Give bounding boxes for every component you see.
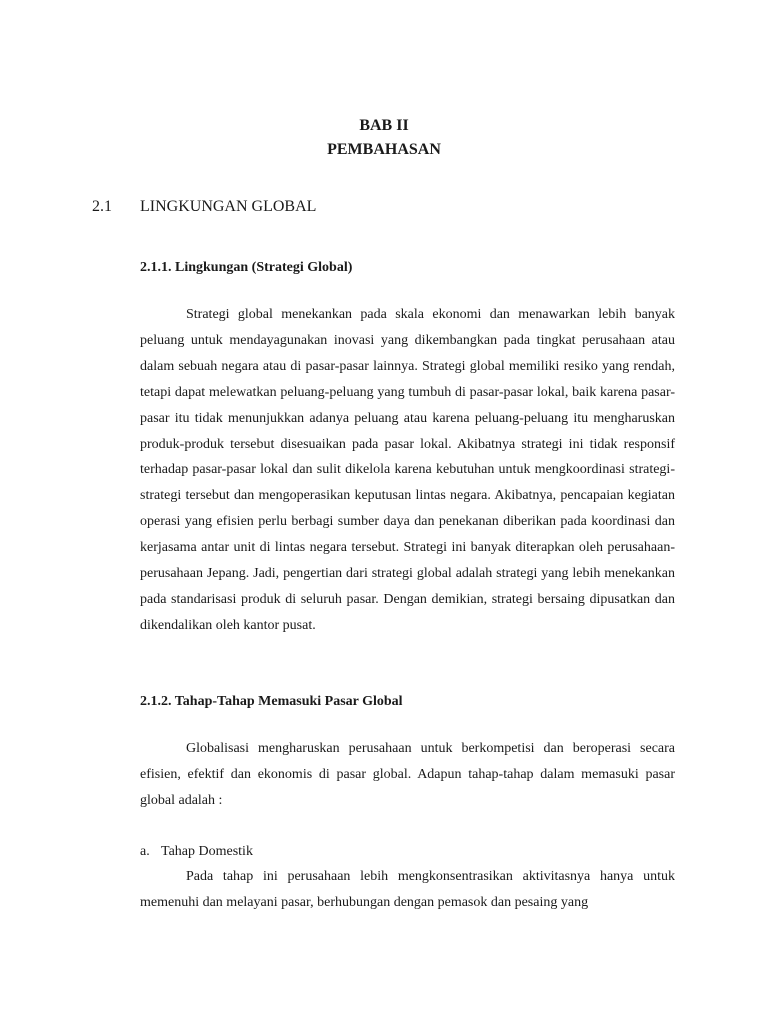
section-number: 2.1	[92, 198, 112, 215]
section-title: LINGKUNGAN GLOBAL	[140, 198, 317, 215]
paragraph-tahap-domestik: Pada tahap ini perusahaan lebih mengkonsentrasikan aktivitasnya hanya untuk memenuhi dan melayani pasar, berhubungan dengan pemasok dan pesaing yang	[140, 869, 675, 910]
list-item-tahap-domestik	[140, 840, 253, 864]
list-item-label: Tahap Domestik	[161, 844, 253, 859]
chapter-label: BAB II	[359, 117, 409, 134]
list-marker: a.	[140, 844, 150, 859]
paragraph-strategi-global: Strategi global menekankan pada skala ekonomi dan menawarkan lebih banyak peluang untuk mendayagunakan inovasi yang dikembangkan pada tingkat perusahaan atau dalam sebuah negara atau di pasar-pasar lainnya. Strategi global memiliki resiko yang rendah, tetapi dapat melewatkan peluang-peluang yang tumbuh di pasar-pasar lokal, baik karena pasar-pasar itu tidak menunjukkan adanya peluang atau karena peluang-peluang itu mengharuskan produk-produk tersebut disesuaikan pada pasar lokal. Akibatnya strategi ini tidak responsif terhadap pasar-pasar lokal dan sulit dikelola karena kebutuhan untuk mengkoordinasi strategi-strategi tersebut dan mengoperasikan keputusan lintas negara. Akibatnya, pencapaian kegiatan operasi yang efisien perlu berbagi sumber daya dan penekanan diberikan pada koordinasi dan kerjasama antar unit di lintas negara tersebut. Strategi ini banyak diterapkan oleh perusahaan-perusahaan Jepang. Jadi, pengertian dari strategi global adalah strategi yang lebih menekankan pada standarisasi produk di seluruh pasar. Dengan demikian, strategi bersaing dipusatkan dan dikendalikan oleh kantor pusat.	[140, 307, 675, 633]
chapter-title: PEMBAHASAN	[327, 141, 441, 158]
paragraph-globalisasi: Globalisasi mengharuskan perusahaan untuk berkompetisi dan beroperasi secara efisien, efektif dan ekonomis di pasar global. Adapun tahap-tahap dalam memasuki pasar global adalah :	[140, 741, 675, 808]
section-heading	[92, 195, 316, 219]
subsection-heading-tahap-tahap: 2.1.2. Tahap-Tahap Memasuki Pasar Global	[140, 694, 403, 709]
subsection-heading-strategi-global: 2.1.1. Lingkungan (Strategi Global)	[140, 260, 353, 275]
